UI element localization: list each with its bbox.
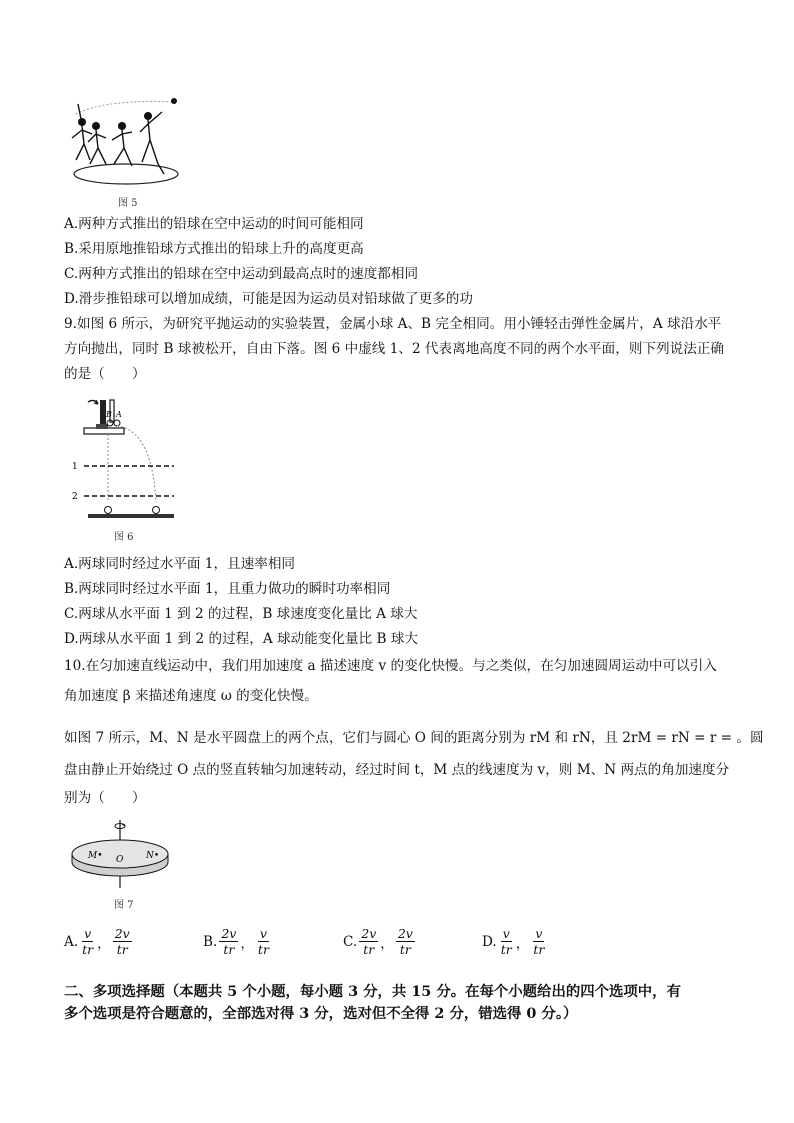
separator: ，: [97, 935, 111, 952]
figure-7-label-n: N•: [146, 851, 160, 861]
q10-stem-line-4: 盘由静止开始绕过 O 点的竖直转轴匀加速转动，经过时间 t，M 点的线速度为 v，则 M、N 两点的角加速度分: [64, 762, 730, 778]
figure-7-label-m: M•: [88, 851, 103, 861]
q9-option-d: D.两球从水平面 1 到 2 的过程，A 球动能变化量比 B 球大: [64, 631, 418, 647]
figure-7-rotating-disc: [66, 818, 178, 896]
fraction: $\frac{2v}{tr}$: [114, 926, 130, 957]
q9-stem-line-3: 的是（ ）: [64, 366, 146, 382]
section-2-heading-line-1: 二、多项选择题（本题共 5 个小题，每小题 3 分，共 15 分。在每个小题给出的四个选项中，有: [64, 983, 681, 1000]
fraction: $\frac{v}{tr}$: [500, 926, 512, 957]
q10-stem-line-5: 别为（ ）: [64, 790, 146, 806]
q10-option-letter: C.: [343, 933, 358, 950]
figure-7-label-o: O: [116, 855, 124, 865]
q10-stem-line-3: 如图 7 所示，M、N 是水平圆盘上的两个点，它们与圆心 O 间的距离分别为 rM 和 rN，且 2rM = rN = r = 。圆: [64, 730, 764, 746]
figure-6-caption: 图 6: [114, 532, 134, 543]
figure-7-caption: 图 7: [114, 900, 134, 911]
fraction: $\frac{2v}{tr}$: [361, 926, 377, 957]
figure-5-caption: 图 5: [118, 198, 138, 209]
separator: ，: [240, 935, 254, 952]
q8-option-c: C.两种方式推出的铅球在空中运动到最高点时的速度都相同: [64, 266, 419, 282]
figure-6-projectile-apparatus: [66, 394, 178, 520]
q10-option-letter: D.: [482, 933, 497, 950]
figure-6-level-2: 2: [72, 492, 78, 502]
figure-6-label-b: B: [106, 410, 112, 419]
q8-option-b: B.采用原地推铅球方式推出的铅球上升的高度更高: [64, 241, 364, 257]
fraction: $\frac{2v}{tr}$: [221, 926, 237, 957]
q10-option-b: [203, 926, 273, 957]
fraction: $\frac{2v}{tr}$: [397, 926, 413, 957]
q9-stem-line-1: 9.如图 6 所示，为研究平抛运动的实验装置，金属小球 A、B 完全相同。用小锤轻击弹性金属片，A 球沿水平: [64, 316, 722, 332]
q10-option-d: [482, 926, 548, 957]
separator: ，: [380, 935, 394, 952]
q10-stem-line-1: 10.在匀加速直线运动中，我们用加速度 a 描述速度 v 的变化快慢。与之类似，在匀加速圆周运动中可以引入: [64, 658, 717, 674]
figure-6-level-1: 1: [72, 462, 78, 472]
q10-option-letter: B.: [203, 933, 218, 950]
q9-option-a: A.两球同时经过水平面 1，且速率相同: [64, 556, 296, 572]
q10-option-a: [64, 926, 134, 957]
section-2-heading-line-2: 多个选项是符合题意的，全部选对得 3 分，选对但不全得 2 分，错选得 0 分。）: [64, 1005, 578, 1022]
figure-5-shot-put-illustration: [66, 94, 186, 190]
q10-stem-line-2: 角加速度 β 来描述角速度 ω 的变化快慢。: [64, 688, 318, 704]
q8-option-d: D.滑步推铅球可以增加成绩，可能是因为运动员对铅球做了更多的功: [64, 291, 473, 307]
fraction: $\frac{v}{tr}$: [82, 926, 94, 957]
q8-option-a: A.两种方式推出的铅球在空中运动的时间可能相同: [64, 216, 364, 232]
q9-option-c: C.两球从水平面 1 到 2 的过程，B 球速度变化量比 A 球大: [64, 606, 418, 622]
q9-option-b: B.两球同时经过水平面 1，且重力做功的瞬时功率相同: [64, 581, 391, 597]
q10-option-c: [343, 926, 417, 957]
figure-6-label-a: A: [116, 410, 122, 419]
separator: ，: [515, 935, 530, 952]
q10-option-letter: A.: [64, 933, 79, 950]
fraction: $\frac{v}{tr}$: [533, 926, 545, 957]
q9-stem-line-2: 方向抛出，同时 B 球被松开，自由下落。图 6 中虚线 1、2 代表离地高度不同的两个水平面，则下列说法正确: [64, 341, 724, 357]
fraction: $\frac{v}{tr}$: [257, 926, 269, 957]
